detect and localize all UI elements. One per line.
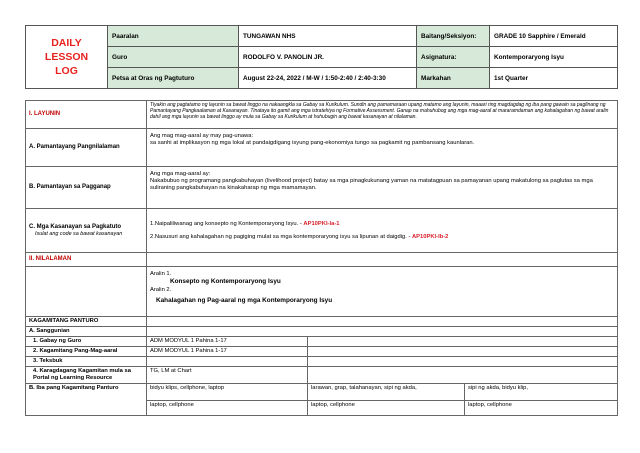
sanggunian-spacer <box>147 327 618 337</box>
iba-col1-row1: bidyu klips, cellphone, laptop <box>147 384 308 401</box>
nilalaman-left-blank <box>26 267 147 317</box>
guro-value: RODOLFO V. PANOLIN JR. <box>239 47 417 68</box>
kasanayan-code-1: AP10PKI-Ia-1 <box>303 220 340 227</box>
asignatura-label: Asignatura: <box>417 47 490 68</box>
iba-col3-row1: sipi ng akda, bidyu klip, <box>465 384 618 401</box>
kasanayan-item-2-text: 2.Nasusuri ang kahalagahan ng pagiging mulat sa mga kontemporaryong isyu sa lipunan at daigdig. - <box>150 233 412 240</box>
layunin-text: Tiyakin ang pagtatamo ng layunin sa bawat linggo na nakaangkla sa Gabay sa Kurikulum. Sundin ang pamamaraan upang matamo ang layunin, maaari ring magdagdag ng iba pang gawain sa paglinang ng Pamantayang Pangkaalaman at Kasanayan. Tinataya ito gamit ang mga istratehiya ng Formative Assessment. Ganap na mahuhubog ang mga mag-aaral at mararamdaman ang kahalagahan ng bawat aralin dahil ang mga layunin sa bawat linggo ay mula sa Gabay sa Kurikulum at huhubugin ang bawat kasanayan at nilalaman. <box>147 101 618 129</box>
kasanayan-heading <box>26 209 147 253</box>
pangmag-value: ADM MODYUL 1 Pahina 1-17 <box>147 347 308 357</box>
lesson-log-table <box>25 100 618 416</box>
baitang-label: Baitang/Seksiyon: <box>417 26 490 47</box>
iba-label: B. Iba pang Kagamitang Panturo <box>26 384 147 416</box>
asignatura-value: Kontemporaryong Isyu <box>490 47 618 68</box>
nilalaman-heading: II. NILALAMAN <box>26 253 147 267</box>
pangnilalaman-line-1: Ang mag mag-aaral ay may pag-unawa: <box>150 133 254 139</box>
kasanayan-content <box>147 209 618 253</box>
kasanayan-code-2: AP10PKI-Ib-2 <box>412 233 449 240</box>
baitang-value: GRADE 10 Sapphire / Emerald <box>490 26 618 47</box>
iba-col1-row2: laptop, cellphone <box>147 401 308 416</box>
gabay-value: ADM MODYUL 1 Pahina 1-17 <box>147 337 308 347</box>
petsa-value: August 22-24, 2022 / M-W / 1:50-2:40 / 2:40-3:30 <box>239 68 417 89</box>
pagganap-line-2: Nakabubuo ng programang pangkabuhayan (livelihood project) batay sa mga pinagkukunang yaman na matatagpuan sa pamayanan upang makatulong sa paglutas sa mga suliraning pangkabuhayan na kinakaharap ng mga mamamayan. <box>150 178 593 191</box>
kasanayan-item-2 <box>150 234 614 241</box>
logo-line-2: LESSON <box>44 51 89 63</box>
aralin-1-label: Aralin 1. <box>150 271 172 277</box>
aralin-2-label: Aralin 2. <box>150 287 172 293</box>
kagamitan-spacer <box>147 317 618 327</box>
pangnilalaman-heading: A. Pamantayang Pangnilalaman <box>26 129 147 167</box>
pangnilalaman-content <box>147 129 618 167</box>
aralin-2-title: Kahalagahan ng Pag-aaral ng mga Kontemporaryong Isyu <box>156 297 333 304</box>
pangmag-label: 2. Kagamitang Pang-Mag-aaral <box>26 347 147 357</box>
logo-line-1: DAILY <box>51 37 82 49</box>
markahan-value: 1st Quarter <box>490 68 618 89</box>
aralin-1-title: Konsepto ng Kontemporaryong Isyu <box>170 278 281 285</box>
nilalaman-spacer <box>147 253 618 267</box>
daily-lesson-log-logo <box>26 26 108 89</box>
teksbuk-value <box>147 357 308 367</box>
kagamitan-heading: KAGAMITANG PANTURO <box>26 317 147 327</box>
paaralan-label: Paaralan <box>108 26 239 47</box>
kasanayan-sublabel: Isulat ang code sa bawat kasanayan <box>35 230 123 237</box>
petsa-label: Petsa at Oras ng Pagtuturo <box>108 68 239 89</box>
iba-col2-row2: laptop, cellphone <box>308 401 465 416</box>
header-table <box>25 25 618 89</box>
pagganap-content <box>147 167 618 209</box>
karagdagan-value: TG, LM at Chart <box>147 367 308 384</box>
nilalaman-content <box>147 267 618 317</box>
karagdagan-label: 4. Karagdagang Kagamitan mula sa Portal ng Learning Resource <box>26 367 147 384</box>
teksbuk-label: 3. Teksbuk <box>26 357 147 367</box>
pagganap-line-1: Ang mga mag-aaral ay: <box>150 171 211 177</box>
layunin-heading: I. LAYUNIN <box>26 101 147 129</box>
sanggunian-heading: A. Sanggunian <box>26 327 147 337</box>
pagganap-heading: B. Pamantayan sa Pagganap <box>26 167 147 209</box>
kasanayan-item-1 <box>150 221 614 228</box>
kasanayan-label: C. Mga Kasanayan sa Pagkatuto <box>29 223 122 230</box>
karagdagan-spacer <box>308 367 618 384</box>
markahan-label: Markahan <box>417 68 490 89</box>
paaralan-value: TUNGAWAN NHS <box>239 26 417 47</box>
logo-line-3: LOG <box>55 65 78 77</box>
pangmag-spacer <box>308 347 618 357</box>
teksbuk-spacer <box>308 357 618 367</box>
gabay-label: 1. Gabay ng Guro <box>26 337 147 347</box>
iba-col3-row2: laptop, cellphone <box>465 401 618 416</box>
iba-col2-row1: larawan, grap, talahanayan, sipi ng akda, <box>308 384 465 401</box>
kasanayan-item-1-text: 1.Naipaliliwanag ang konsepto ng Kontemporaryong Isyu. - <box>150 220 304 227</box>
pangnilalaman-line-2: sa sanhi at implikasyon ng mga lokal at pandaigdigang isyung pang-ekonomiya tungo sa pagkamit ng pambansang kaunlaran. <box>150 140 475 146</box>
gabay-spacer <box>308 337 618 347</box>
guro-label: Guro <box>108 47 239 68</box>
